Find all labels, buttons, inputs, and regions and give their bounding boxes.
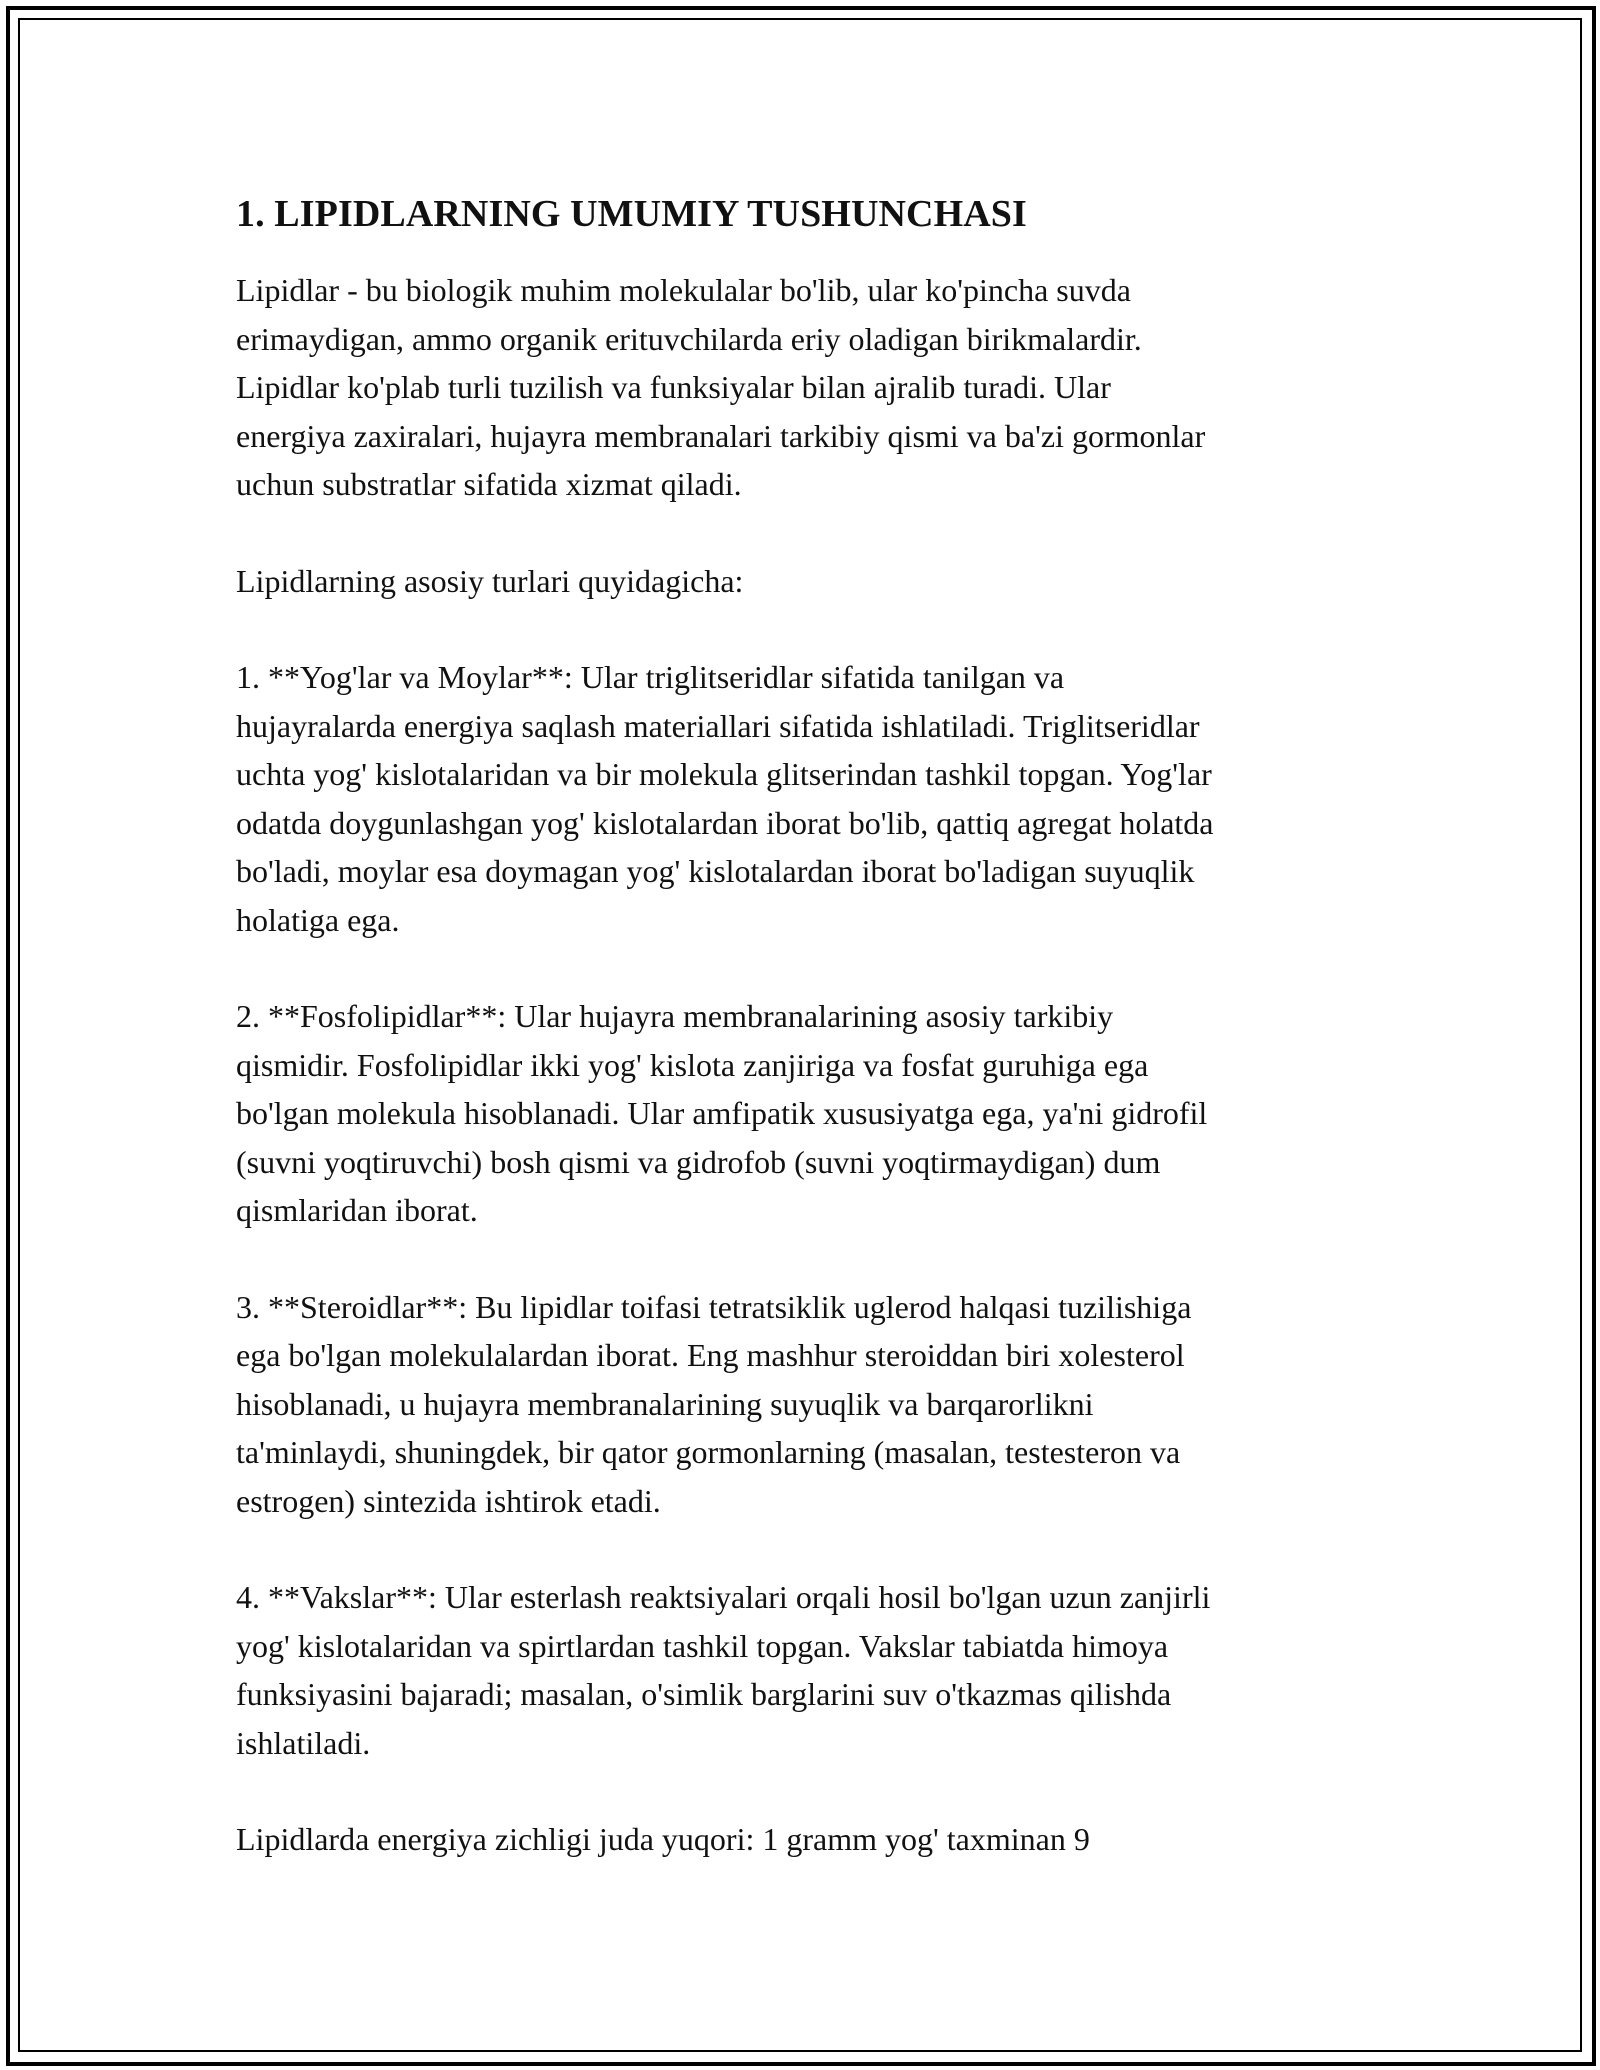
paragraph-waxes: 4. **Vakslar**: Ular esterlash reaktsiyalari orqali hosil bo'lgan uzun zanjirli yog' kislotalaridan va spirtlardan tashkil topgan. Vakslar tabiatda himoya funksiyasini bajaradi; masalan, o'simlik barglarini suv o'tkazmas qilishda ishlatiladi.: [236, 1579, 1211, 1761]
paragraph-fats-oils: 1. **Yog'lar va Moylar**: Ular triglitseridlar sifatida tanilgan va hujayralarda energiya saqlash materiallari sifatida ishlatiladi. Triglitseridlar uchta yog' kislotalaridan va bir molekula glitserindan tashkil topgan. Yog'lar odatda doygunlashgan yog' kislotalardan iborat bo'lib, qattiq agregat holatda bo'ladi, moylar esa doymagan yog' kislotalardan iborat bo'ladigan suyuqlik holatiga ega.: [236, 659, 1214, 938]
section-heading: 1. LIPIDLARNING UMUMIY TUSHUNCHASI: [236, 193, 1027, 235]
paragraph-intro: Lipidlar - bu biologik muhim molekulalar bo'lib, ular ko'pincha suvda erimaydigan, ammo organik erituvchilarda eriy oladigan birikmalardir. Lipidlar ko'plab turli tuzilish va funksiyalar bilan ajralib turadi. Ular energiya zaxiralari, hujayra membranalari tarkibiy qismi va ba'zi gormonlar uchun substratlar sifatida xizmat qiladi.: [236, 272, 1206, 502]
paragraph-steroids: 3. **Steroidlar**: Bu lipidlar toifasi tetratsiklik uglerod halqasi tuzilishiga ega bo'lgan molekulalardan iborat. Eng mashhur steroiddan biri xolesterol hisoblanadi, u hujayra membranalarining suyuqlik va barqarorlikni ta'minlaydi, shuningdek, bir qator gormonlarning (masalan, testesteron va estrogen) sintezida ishtirok etadi.: [236, 1288, 1192, 1519]
paragraph-types-intro: Lipidlarning asosiy turlari quyidagicha:: [236, 562, 744, 599]
document-body: [236, 190, 1376, 1864]
paragraph-energy-density: Lipidlarda energiya zichligi juda yuqori: 1 gramm yog' taxminan 9: [236, 1821, 1090, 1857]
paragraph-phospholipids: 2. **Fosfolipidlar**: Ular hujayra membranalarining asosiy tarkibiy qismidir. Fosfolipidlar ikki yog' kislota zanjiriga va fosfat guruhiga ega bo'lgan molekula hisoblanadi. Ular amfipatik xususiyatga ega, ya'ni gidrofil (suvni yoqtiruvchi) bosh qismi va gidrofob (suvni yoqtirmaydigan) dum qismlaridan iborat.: [236, 998, 1208, 1228]
